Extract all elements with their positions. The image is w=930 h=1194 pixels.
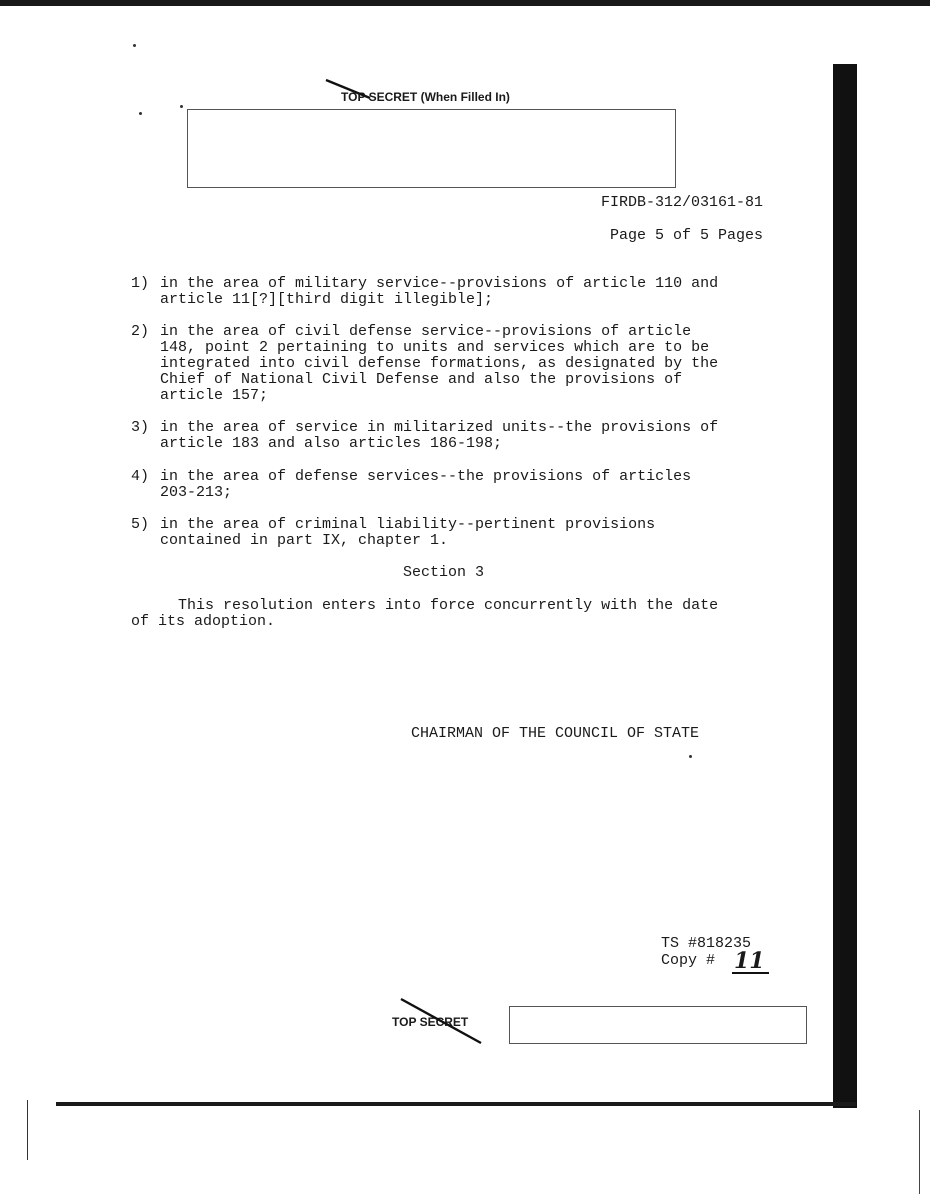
item-line: in the area of civil defense service--provisions of article	[160, 323, 692, 340]
item-line: 148, point 2 pertaining to units and services which are to be	[160, 339, 710, 356]
bottom-border-rule	[56, 1102, 856, 1106]
item-line: Chief of National Civil Defense and also the provisions of	[160, 371, 683, 388]
document-number: FIRDB-312/03161-81	[600, 194, 763, 211]
item-line: in the area of service in militarized units--the provisions of	[160, 419, 719, 436]
scan-speck	[133, 44, 136, 47]
item-line: 203-213;	[160, 484, 233, 501]
item-line: integrated into civil defense formations, as designated by the	[160, 355, 719, 372]
item-line: contained in part IX, chapter 1.	[160, 532, 449, 549]
header-classification: TOP SECRET (When Filled In)	[341, 90, 510, 104]
item-number: 4)	[131, 468, 150, 485]
header-redaction-box	[187, 109, 676, 188]
copy-label: Copy #	[661, 952, 716, 969]
signatory-title: CHAIRMAN OF THE COUNCIL OF STATE	[411, 725, 700, 742]
section-heading: Section 3	[403, 564, 485, 581]
item-number: 5)	[131, 516, 150, 533]
page-info: Page 5 of 5 Pages	[609, 227, 763, 244]
header-strike-mark	[326, 80, 376, 104]
resolution-line-2: of its adoption.	[131, 613, 276, 630]
right-scan-bar	[833, 64, 857, 1108]
item-line: article 183 and also articles 186-198;	[160, 435, 503, 452]
top-border-rule	[0, 0, 930, 6]
item-line: in the area of defense services--the provisions of articles	[160, 468, 692, 485]
item-line: article 157;	[160, 387, 269, 404]
right-edge-line	[919, 1110, 920, 1194]
item-line: in the area of criminal liability--pertinent provisions	[160, 516, 656, 533]
left-scan-line	[27, 1100, 28, 1160]
scan-speck	[180, 105, 183, 108]
item-line: article 11[?][third digit illegible];	[160, 291, 494, 308]
footer-strike-mark	[399, 997, 489, 1049]
scan-speck	[689, 755, 692, 758]
resolution-line-1: This resolution enters into force concurrently with the date	[178, 597, 719, 614]
ts-control-number: TS #818235	[661, 935, 752, 952]
footer-classification: TOP SECRET	[392, 1015, 469, 1029]
item-line: in the area of military service--provisions of article 110 and	[160, 275, 719, 292]
item-number: 2)	[131, 323, 150, 340]
item-number: 1)	[131, 275, 150, 292]
copy-number-handwritten: 11	[732, 950, 769, 974]
scan-speck	[139, 112, 142, 115]
item-number: 3)	[131, 419, 150, 436]
footer-redaction-box	[509, 1006, 807, 1044]
